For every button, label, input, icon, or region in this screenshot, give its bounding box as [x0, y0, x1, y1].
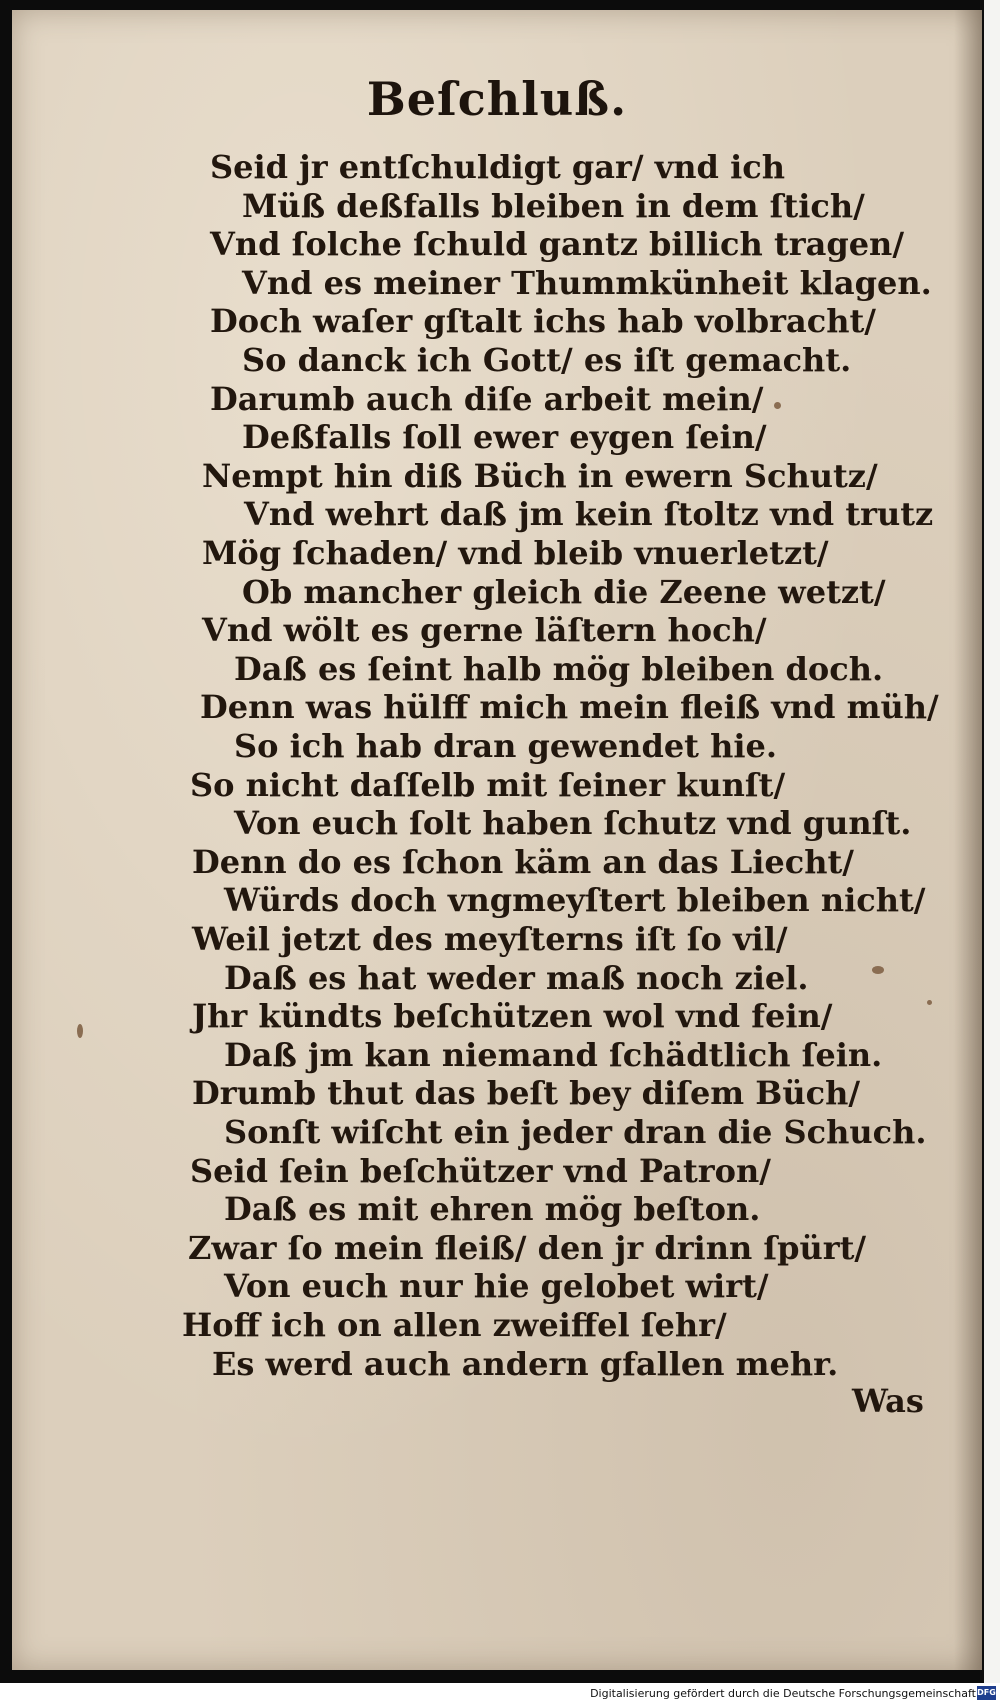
verse-line: Hoff ich on allen zweiffel ſehr/ — [182, 1306, 727, 1344]
verse-line: Vnd wehrt daß jm kein ſtoltz vnd trutz — [244, 495, 934, 533]
page-gutter-shadow — [954, 10, 982, 1670]
ink-speck — [872, 966, 884, 974]
page-heading: Beſchluß. — [366, 72, 628, 126]
verse-line: Seid jr entſchuldigt gar/ vnd ich — [210, 148, 785, 186]
verse-line: Darumb auch diſe arbeit mein/ — [210, 380, 764, 418]
verse-line: Es werd auch andern gfallen mehr. — [212, 1345, 839, 1383]
verse-line: Nempt hin diß Büch in ewern Schutz/ — [202, 457, 878, 495]
verse-line: So danck ich Gott/ es iſt gemacht. — [242, 341, 852, 379]
verse-line: Von euch ſolt haben ſchutz vnd gunſt. — [234, 804, 912, 842]
verse-line: Daß es mit ehren mög beſton. — [224, 1190, 761, 1228]
verse-line: Von euch nur hie gelobet wirt/ — [224, 1267, 769, 1305]
verse-line: So ich hab dran gewendet hie. — [234, 727, 778, 765]
verse-line: Daß jm kan niemand ſchädtlich ſein. — [224, 1036, 883, 1074]
verse-line: Deßfalls ſoll ewer eygen ſein/ — [242, 418, 767, 456]
verse-line: Denn was hülff mich mein fleiß vnd müh/ — [200, 688, 939, 726]
verse-line: Vnd es meiner Thummkünheit klagen. — [242, 264, 932, 302]
verse-line: Denn do es ſchon käm an das Liecht/ — [192, 843, 854, 881]
verse-line: Daß es ſeint halb mög bleiben doch. — [234, 650, 884, 688]
footer-bar — [0, 1683, 1000, 1707]
dfg-logo: DFG — [977, 1686, 996, 1700]
verse-line: Würds doch vngmeyſtert bleiben nicht/ — [224, 881, 926, 919]
verse-line: Drumb thut das beſt bey diſem Büch/ — [192, 1074, 861, 1112]
catchword: Was — [852, 1382, 924, 1420]
verse-line: Weil jetzt des meyſterns iſt ſo vil/ — [192, 920, 788, 958]
ink-speck — [77, 1024, 83, 1038]
verse-line: Ob mancher gleich die Zeene wetzt/ — [242, 573, 886, 611]
verse-line: So nicht daſſelb mit ſeiner kunſt/ — [190, 766, 786, 804]
verse-line: Vnd wölt es gerne läſtern hoch/ — [202, 611, 767, 649]
verse-line: Seid ſein beſchützer vnd Patron/ — [190, 1152, 771, 1190]
verse-line: Mög ſchaden/ vnd bleib vnuerletzt/ — [202, 534, 829, 572]
verse-line: Jhr kündts beſchützen wol vnd fein/ — [192, 997, 833, 1035]
verse-line: Müß deßfalls bleiben in dem ſtich/ — [242, 187, 865, 225]
book-page — [12, 10, 982, 1670]
ink-speck — [927, 1000, 932, 1005]
verse-line: Vnd ſolche ſchuld gantz billich tragen/ — [210, 225, 904, 263]
verse-line: Daß es hat weder maß noch ziel. — [224, 959, 809, 997]
verse-line: Sonſt wiſcht ein jeder dran die Schuch. — [224, 1113, 927, 1151]
funding-credit: Digitalisierung gefördert durch die Deutsche Forschungsgemeinschaft — [590, 1687, 976, 1700]
scan-edge — [984, 0, 1000, 1707]
verse-line: Doch waſer gſtalt ichs hab volbracht/ — [210, 302, 876, 340]
ink-speck — [774, 402, 781, 409]
verse-line: Zwar ſo mein fleiß/ den jr drinn ſpürt/ — [188, 1229, 867, 1267]
